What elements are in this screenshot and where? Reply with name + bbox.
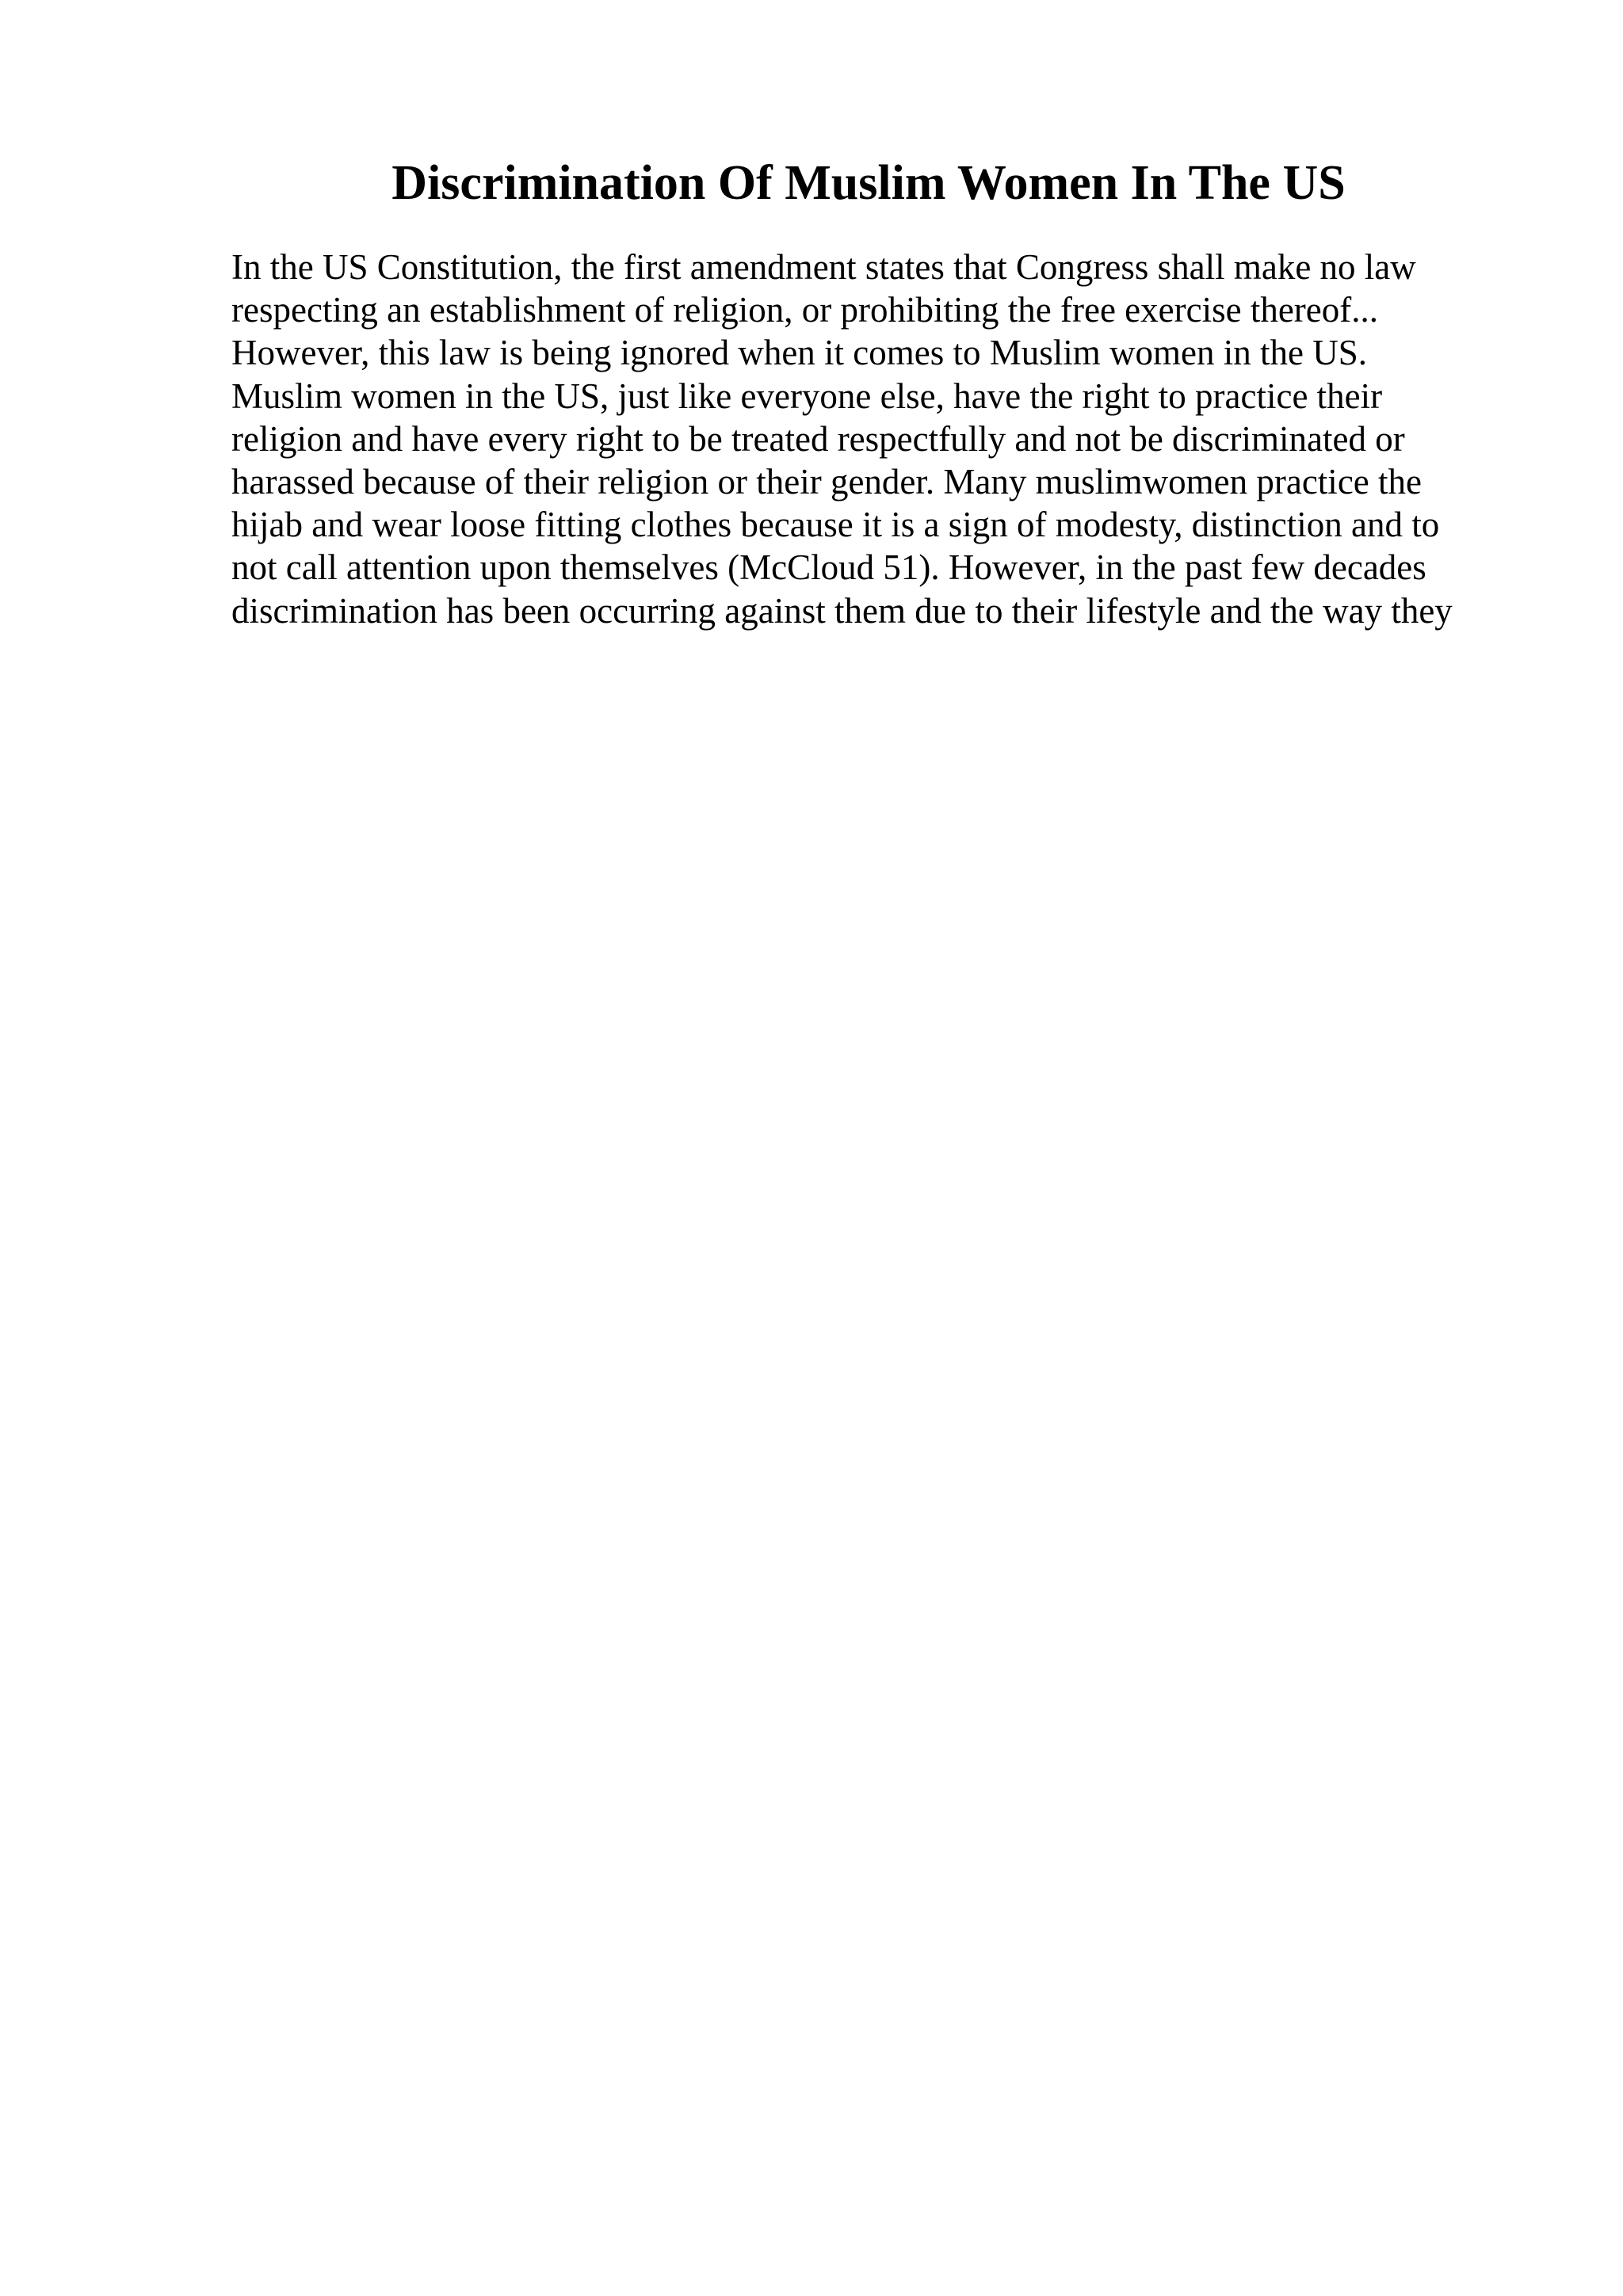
body-line: religion and have every right to be treated respectfully and not be discriminated or [231, 418, 1405, 459]
body-line: harassed because of their religion or their gender. Many muslimwomen practice the [231, 462, 1422, 502]
body-line: respecting an establishment of religion, or prohibiting the free exercise thereof... [231, 290, 1378, 330]
document-title: Discrimination Of Muslim Women In The US [391, 156, 1346, 210]
body-line: not call attention upon themselves (McCloud 51). However, in the past few decades [231, 547, 1426, 588]
body-line: Muslim women in the US, just like everyone else, have the right to practice their [231, 376, 1383, 416]
document-body [231, 246, 1515, 632]
body-line: discrimination has been occurring against them due to their lifestyle and the way they [231, 590, 1453, 631]
body-line: However, this law is being ignored when it comes to Muslim women in the US. [231, 333, 1368, 373]
body-line: hijab and wear loose fitting clothes because it is a sign of modesty, distinction and to [231, 505, 1440, 545]
body-line: In the US Constitution, the first amendment states that Congress shall make no law [231, 247, 1416, 287]
